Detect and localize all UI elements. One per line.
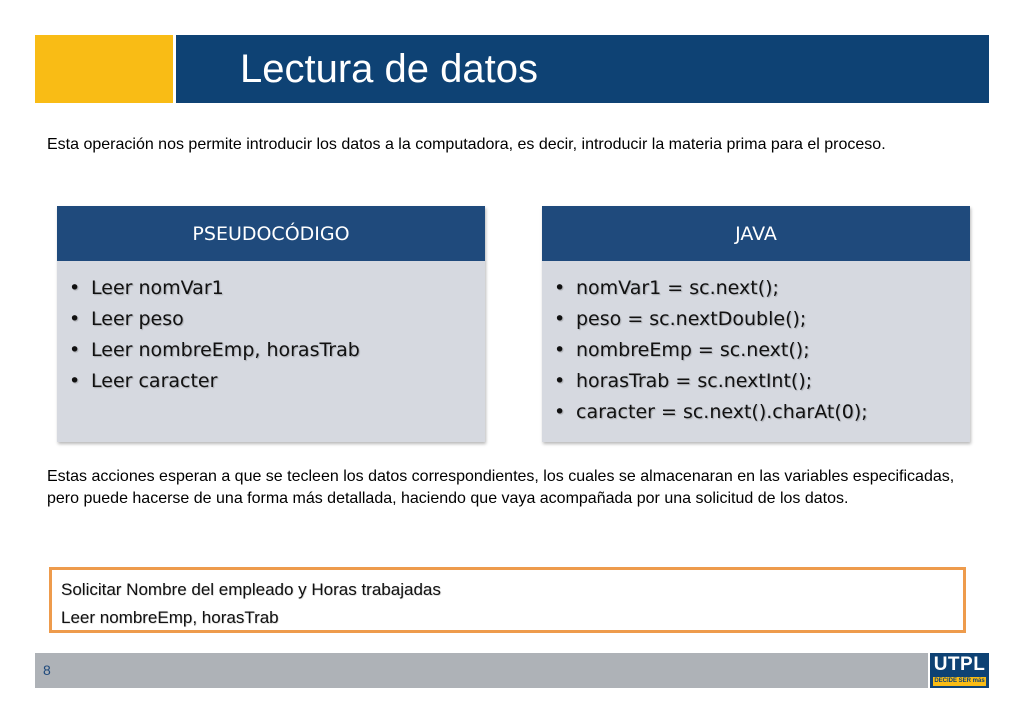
bullet-icon: • (554, 401, 566, 423)
java-item-text: caracter = sc.next().charAt(0); (576, 401, 868, 423)
java-item (554, 366, 970, 397)
java-panel (542, 206, 970, 442)
utpl-logo (930, 653, 989, 688)
logo-wordmark: UTPL (933, 654, 986, 675)
pseudocode-item-text: Leer caracter (91, 370, 218, 392)
pseudocode-item-text: Leer nombreEmp, horasTrab (91, 339, 360, 361)
pseudocode-item (69, 335, 485, 366)
bullet-icon: • (69, 370, 81, 392)
accent-square (35, 35, 173, 103)
request-line: Leer nombreEmp, horasTrab (61, 608, 279, 627)
pseudocode-panel (57, 206, 485, 442)
bullet-icon: • (554, 339, 566, 361)
pseudocode-item-text: Leer peso (91, 308, 184, 330)
pseudocode-panel-header: PSEUDOCÓDIGO (57, 206, 485, 261)
slide-title: Lectura de datos (240, 47, 538, 91)
java-item-text: nomVar1 = sc.next(); (576, 277, 779, 299)
request-box (49, 567, 966, 633)
java-list (542, 261, 970, 428)
page-number: 8 (43, 662, 51, 678)
java-item-text: nombreEmp = sc.next(); (576, 339, 810, 361)
bullet-icon: • (69, 339, 81, 361)
intro-paragraph: Esta operación nos permite introducir los datos a la computadora, es decir, introducir la materia prima para el proceso. (47, 136, 886, 153)
request-line: Solicitar Nombre del empleado y Horas trabajadas (61, 580, 441, 599)
java-item (554, 273, 970, 304)
footer-bar (35, 653, 928, 688)
bullet-icon: • (69, 308, 81, 330)
java-panel-header: JAVA (542, 206, 970, 261)
logo-tagline: DECIDE SER más (934, 678, 985, 684)
java-item-text: horasTrab = sc.nextInt(); (576, 370, 813, 392)
explanation-paragraph: Estas acciones esperan a que se tecleen los datos correspondientes, los cuales se almacenaran en las variables especificadas, pero puede hacerse de una forma más detallada, haciendo que vaya acompañada por una solicitud de los datos. (47, 468, 955, 507)
bullet-icon: • (69, 277, 81, 299)
title-bar (176, 35, 989, 103)
bullet-icon: • (554, 308, 566, 330)
pseudocode-item (69, 273, 485, 304)
java-item (554, 335, 970, 366)
java-item-text: peso = sc.nextDouble(); (576, 308, 807, 330)
pseudocode-item (69, 366, 485, 397)
pseudocode-item-text: Leer nomVar1 (91, 277, 224, 299)
bullet-icon: • (554, 370, 566, 392)
pseudocode-list (57, 261, 485, 397)
java-item (554, 397, 970, 428)
java-item (554, 304, 970, 335)
pseudocode-item (69, 304, 485, 335)
bullet-icon: • (554, 277, 566, 299)
